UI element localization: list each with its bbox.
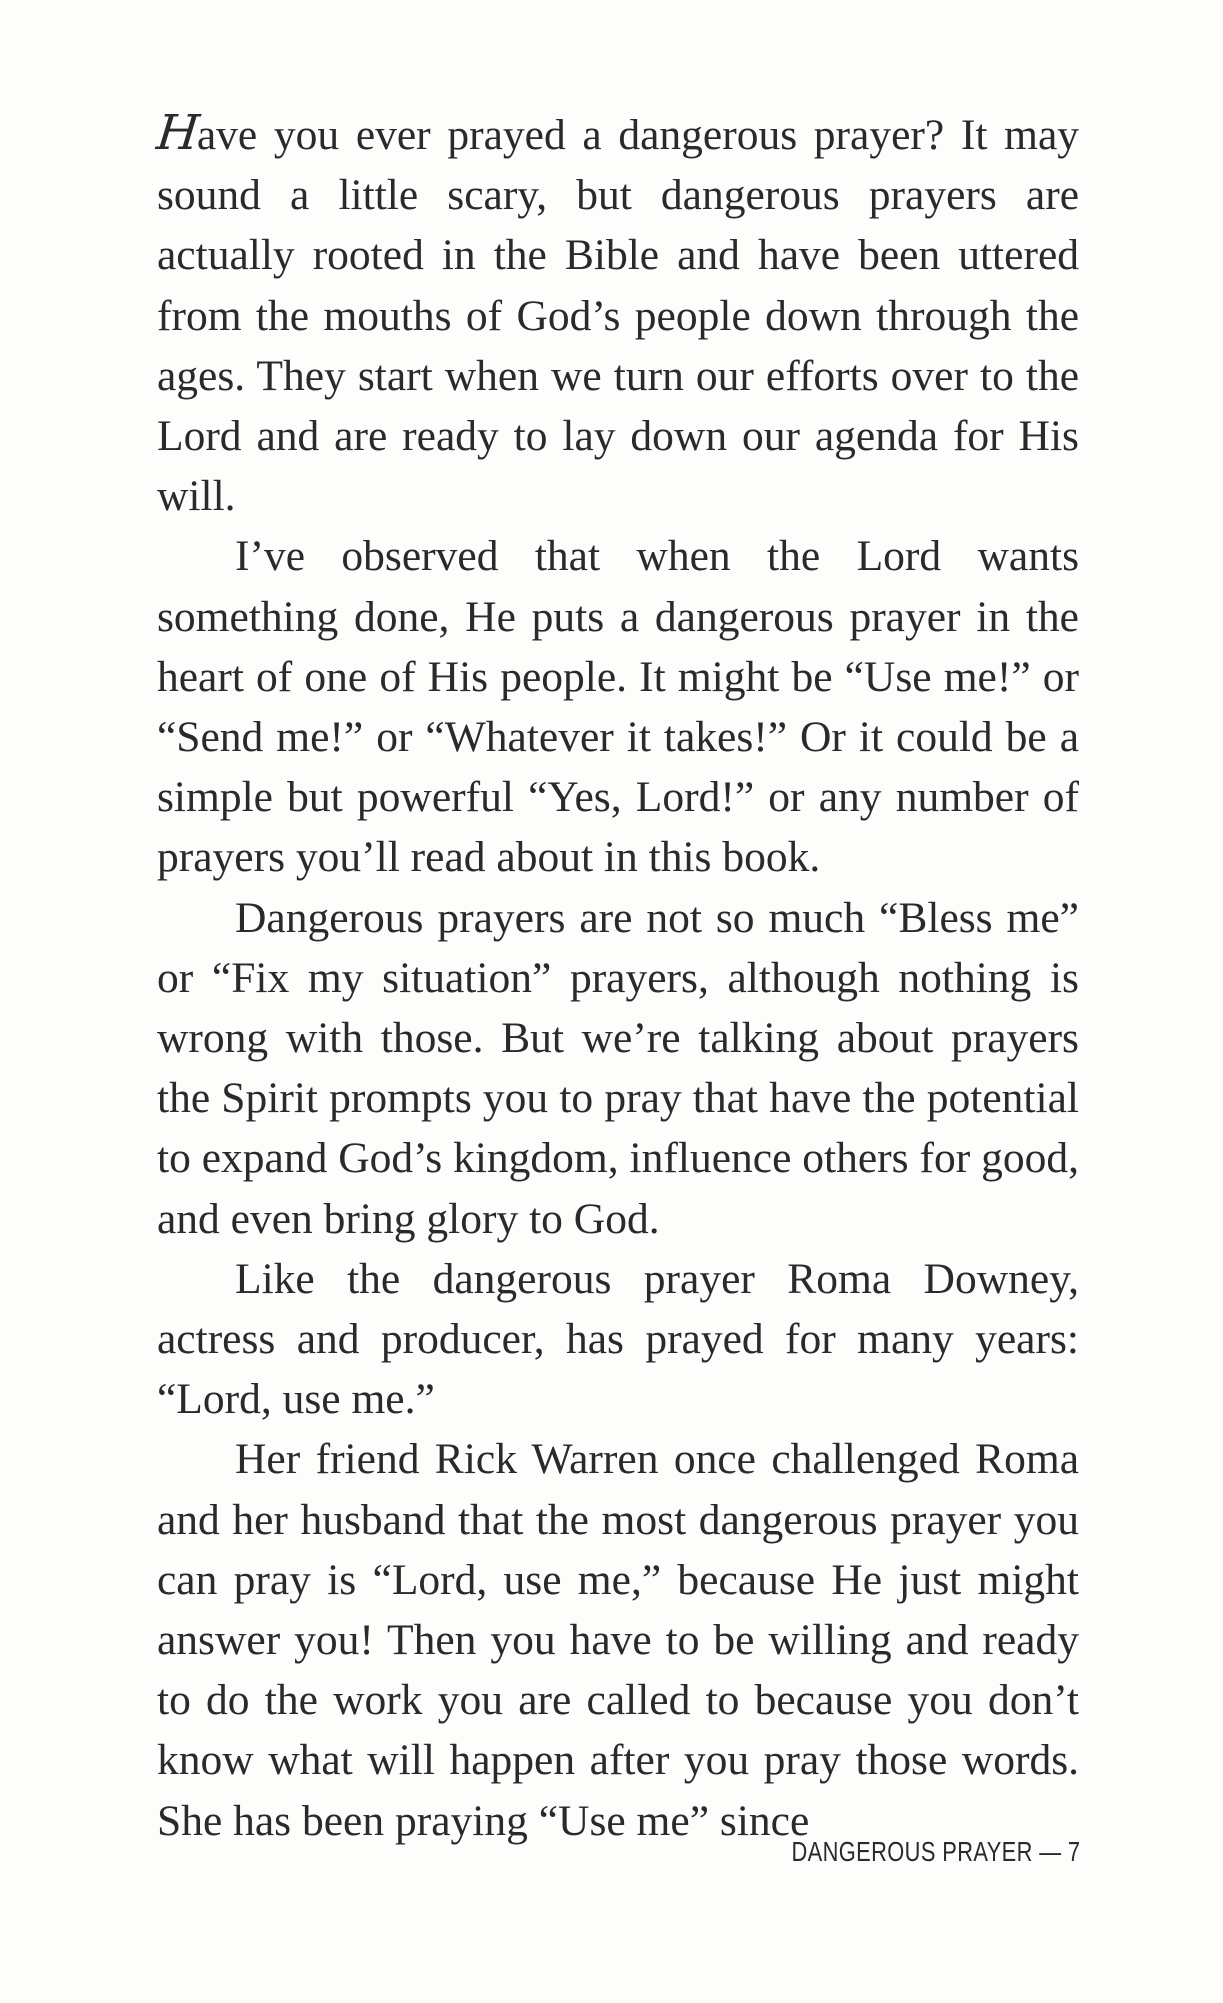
drop-letter: H bbox=[154, 105, 200, 161]
paragraph-5: Her friend Rick Warren once challenged Roma and her husband that the most dangerous prayer you can pray is “Lord, use me,” because He just might answer you! Then you have to be willing and ready to do the work you are called to because you don’t know what will happen after you pray those words. She has been praying “Use me” since bbox=[157, 1435, 1079, 1845]
paragraph-2: I’ve observed that when the Lord wants something done, He puts a dangerous prayer in the heart of one of His people. It might be “Use me!” or “Send me!” or “Whatever it takes!” Or it could be a simple but powerful “Yes, Lord!” or any number of prayers you’ll read about in this book. bbox=[157, 532, 1079, 882]
paragraph-1-text: ave you ever prayed a dangerous prayer? It may sound a little scary, but dangerous prayers are actually rooted in the Bible and have been uttered from the mouths of God’s people down through the ages. They start when we turn our efforts over to the Lord and are ready to lay down our agenda for His will. bbox=[157, 111, 1079, 521]
paragraph-3: Dangerous prayers are not so much “Bless me” or “Fix my situation” prayers, although nothing is wrong with those. But we’re talking about prayers the Spirit prompts you to pray that have the potential to expand God’s kingdom, influence others for good, and even bring glory to God. bbox=[157, 893, 1079, 1243]
paragraph-4: Like the dangerous prayer Roma Downey, actress and producer, has prayed for many years: “Lord, use me.” bbox=[157, 1254, 1079, 1424]
running-footer: DANGEROUS PRAYER — 7 bbox=[791, 1836, 1080, 1867]
paragraph-1 bbox=[154, 103, 1079, 526]
body-text bbox=[154, 103, 1079, 1851]
